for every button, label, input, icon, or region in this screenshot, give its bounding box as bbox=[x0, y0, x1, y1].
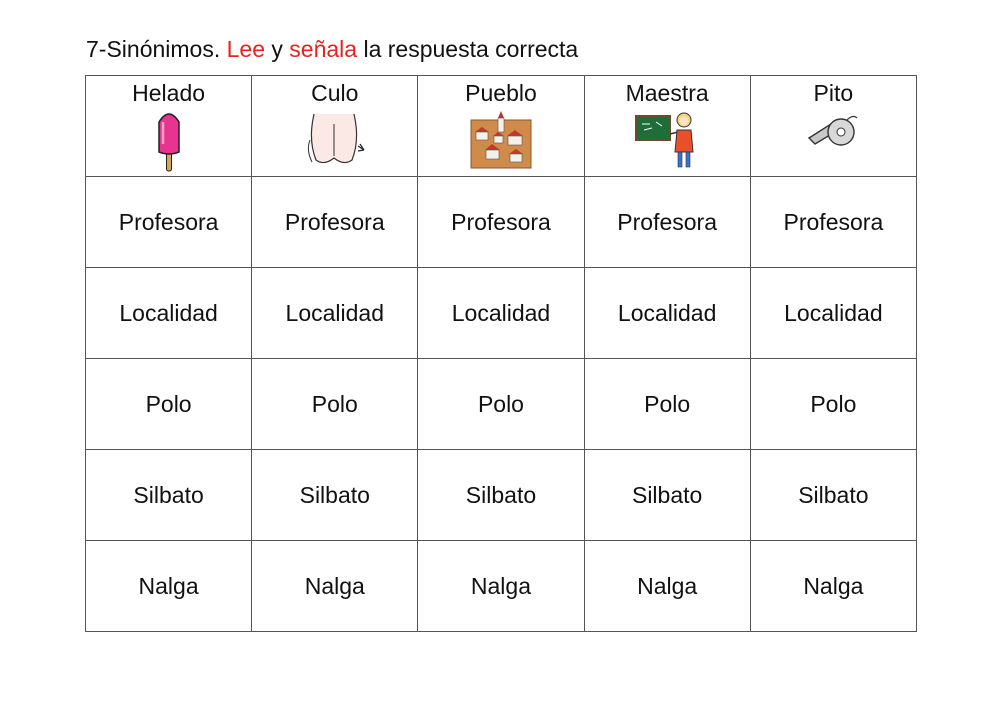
option-cell[interactable]: Localidad bbox=[252, 268, 418, 359]
option-cell[interactable]: Localidad bbox=[750, 268, 916, 359]
options-row-polo bbox=[86, 359, 917, 450]
option-cell[interactable]: Polo bbox=[750, 359, 916, 450]
option-cell[interactable]: Nalga bbox=[584, 541, 750, 632]
option-cell[interactable]: Profesora bbox=[418, 177, 584, 268]
options-row-localidad bbox=[86, 268, 917, 359]
option-cell[interactable]: Silbato bbox=[750, 450, 916, 541]
option-cell[interactable]: Silbato bbox=[252, 450, 418, 541]
popsicle-icon bbox=[156, 110, 182, 172]
village-icon bbox=[470, 110, 532, 170]
option-cell[interactable]: Localidad bbox=[418, 268, 584, 359]
header-row bbox=[86, 76, 917, 177]
option-cell[interactable]: Silbato bbox=[86, 450, 252, 541]
option-cell[interactable]: Profesora bbox=[750, 177, 916, 268]
title-senala: señala bbox=[289, 36, 358, 62]
title-lee: Lee bbox=[226, 36, 265, 62]
option-cell[interactable]: Nalga bbox=[252, 541, 418, 632]
header-cell-helado bbox=[86, 76, 252, 177]
option-cell[interactable]: Polo bbox=[418, 359, 584, 450]
title-y: y bbox=[265, 36, 290, 62]
teacher-icon bbox=[634, 110, 700, 170]
title-suffix: la respuesta correcta bbox=[357, 36, 579, 62]
synonyms-table bbox=[85, 75, 917, 632]
option-cell[interactable]: Profesora bbox=[584, 177, 750, 268]
option-cell[interactable]: Silbato bbox=[584, 450, 750, 541]
options-row-silbato bbox=[86, 450, 917, 541]
header-word: Pito bbox=[813, 80, 854, 106]
header-cell-culo bbox=[252, 76, 418, 177]
header-cell-pito bbox=[750, 76, 916, 177]
header-word: Culo bbox=[311, 80, 359, 106]
option-cell[interactable]: Polo bbox=[252, 359, 418, 450]
option-cell[interactable]: Nalga bbox=[418, 541, 584, 632]
header-word: Pueblo bbox=[465, 80, 537, 106]
option-cell[interactable]: Nalga bbox=[750, 541, 916, 632]
option-cell[interactable]: Polo bbox=[584, 359, 750, 450]
header-word: Maestra bbox=[625, 80, 709, 106]
header-word: Helado bbox=[132, 80, 206, 106]
option-cell[interactable]: Polo bbox=[86, 359, 252, 450]
option-cell[interactable]: Nalga bbox=[86, 541, 252, 632]
option-cell[interactable]: Silbato bbox=[418, 450, 584, 541]
whistle-icon bbox=[805, 110, 861, 154]
header-cell-maestra bbox=[584, 76, 750, 177]
option-cell[interactable]: Localidad bbox=[584, 268, 750, 359]
title-prefix: 7-Sinónimos. bbox=[86, 36, 227, 62]
options-row-nalga bbox=[86, 541, 917, 632]
header-cell-pueblo bbox=[418, 76, 584, 177]
page-title bbox=[86, 34, 578, 64]
option-cell[interactable]: Profesora bbox=[86, 177, 252, 268]
options-row-profesora bbox=[86, 177, 917, 268]
option-cell[interactable]: Profesora bbox=[252, 177, 418, 268]
option-cell[interactable]: Localidad bbox=[86, 268, 252, 359]
buttocks-icon bbox=[304, 110, 366, 168]
